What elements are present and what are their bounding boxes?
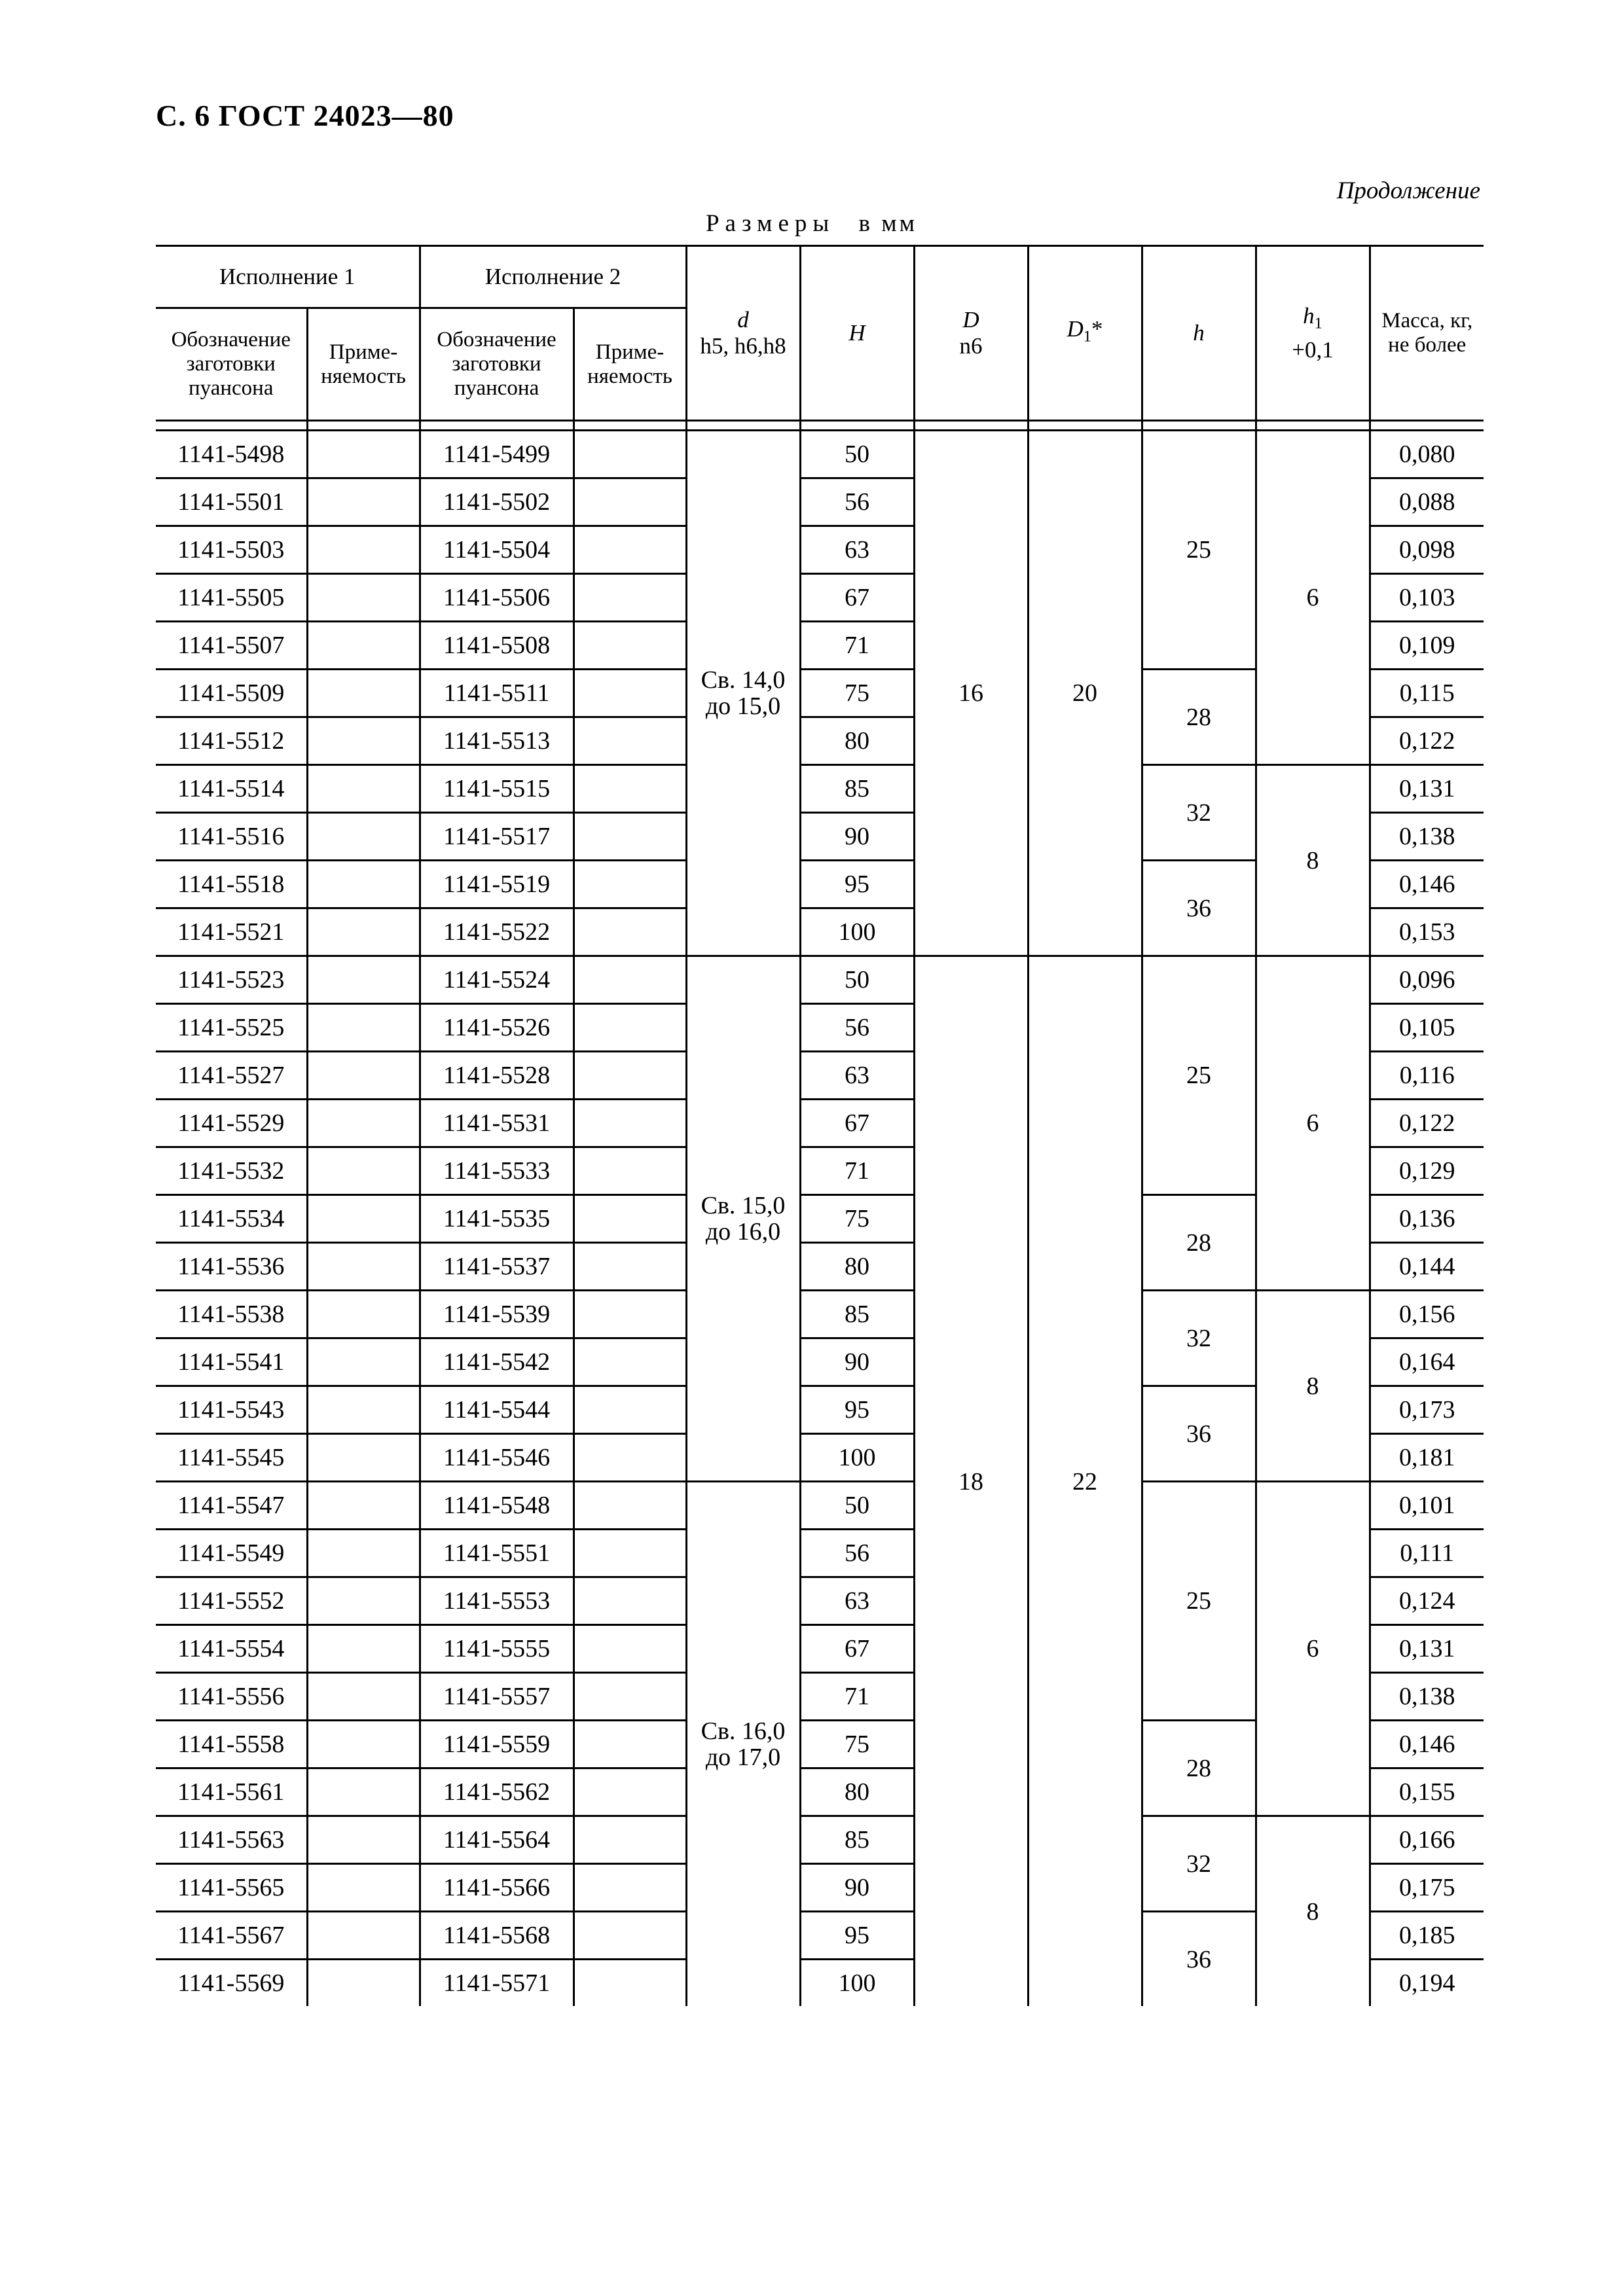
code-ispolnenie-2: 1141-5508 (420, 622, 574, 670)
applicability-2 (574, 1768, 686, 1816)
mass-value: 0,164 (1370, 1338, 1484, 1386)
header-gap-row (156, 421, 1484, 431)
applicability-2 (574, 1052, 686, 1100)
applicability-1 (307, 1721, 420, 1768)
code-ispolnenie-1: 1141-5525 (156, 1004, 307, 1052)
applicability-1 (307, 1960, 420, 2007)
h-value: 28 (1142, 1721, 1256, 1816)
code-ispolnenie-1: 1141-5543 (156, 1386, 307, 1434)
code-ispolnenie-1: 1141-5516 (156, 813, 307, 861)
code-ispolnenie-1: 1141-5532 (156, 1147, 307, 1195)
code-ispolnenie-1: 1141-5556 (156, 1673, 307, 1721)
d-range-to: до 17,0 (705, 1744, 781, 1771)
applicability-1 (307, 1577, 420, 1625)
mass-value: 0,146 (1370, 1721, 1484, 1768)
applicability-2 (574, 478, 686, 526)
code-ispolnenie-1: 1141-5565 (156, 1864, 307, 1912)
code-ispolnenie-1: 1141-5527 (156, 1052, 307, 1100)
mass-value: 0,153 (1370, 908, 1484, 956)
code-ispolnenie-2: 1141-5513 (420, 717, 574, 765)
code-ispolnenie-1: 1141-5554 (156, 1625, 307, 1673)
code-ispolnenie-1: 1141-5567 (156, 1912, 307, 1960)
H-value: 63 (800, 1577, 914, 1625)
col-h1-tolerance: +0,1 (1292, 336, 1334, 363)
code-ispolnenie-2: 1141-5551 (420, 1530, 574, 1577)
code-ispolnenie-2: 1141-5528 (420, 1052, 574, 1100)
h1-value: 8 (1256, 765, 1370, 956)
page-header: С. 6 ГОСТ 24023—80 (156, 99, 454, 132)
applicability-1 (307, 1004, 420, 1052)
table-row (156, 765, 1484, 813)
col-primenyaemost-2: Приме- няемость (574, 308, 686, 421)
applicability-2 (574, 1912, 686, 1960)
code-ispolnenie-2: 1141-5502 (420, 478, 574, 526)
units-caption (0, 209, 1623, 238)
table-row (156, 1291, 1484, 1338)
applicability-1 (307, 1243, 420, 1291)
applicability-2 (574, 1625, 686, 1673)
col-h1 (1256, 246, 1370, 421)
code-ispolnenie-1: 1141-5552 (156, 1577, 307, 1625)
H-value: 100 (800, 1960, 914, 2007)
applicability-2 (574, 1386, 686, 1434)
mass-value: 0,101 (1370, 1482, 1484, 1530)
code-ispolnenie-2: 1141-5526 (420, 1004, 574, 1052)
col-D-symbol: D (962, 307, 979, 332)
h1-value: 8 (1256, 1291, 1370, 1482)
H-value: 95 (800, 861, 914, 908)
applicability-2 (574, 1291, 686, 1338)
applicability-1 (307, 1768, 420, 1816)
H-value: 90 (800, 813, 914, 861)
mass-value: 0,136 (1370, 1195, 1484, 1243)
H-value: 100 (800, 1434, 914, 1482)
mass-value: 0,111 (1370, 1530, 1484, 1577)
units-label: Размеры (705, 210, 835, 237)
mass-value: 0,122 (1370, 717, 1484, 765)
applicability-2 (574, 765, 686, 813)
H-value: 80 (800, 1768, 914, 1816)
mass-value: 0,122 (1370, 1100, 1484, 1147)
code-ispolnenie-1: 1141-5503 (156, 526, 307, 574)
code-ispolnenie-1: 1141-5512 (156, 717, 307, 765)
mass-value: 0,096 (1370, 956, 1484, 1004)
code-ispolnenie-1: 1141-5501 (156, 478, 307, 526)
code-ispolnenie-2: 1141-5517 (420, 813, 574, 861)
d-range-from: Св. 16,0 (701, 1717, 786, 1745)
mass-value: 0,194 (1370, 1960, 1484, 2007)
code-ispolnenie-1: 1141-5509 (156, 670, 307, 717)
d-range (686, 956, 800, 1482)
h-value: 32 (1142, 1816, 1256, 1912)
applicability-2 (574, 1338, 686, 1386)
code-ispolnenie-1: 1141-5523 (156, 956, 307, 1004)
applicability-2 (574, 1577, 686, 1625)
H-value: 67 (800, 1100, 914, 1147)
applicability-1 (307, 1195, 420, 1243)
d-range (686, 1482, 800, 2007)
mass-value: 0,131 (1370, 1625, 1484, 1673)
applicability-2 (574, 670, 686, 717)
D-value: 16 (914, 431, 1028, 956)
applicability-1 (307, 670, 420, 717)
col-ispolnenie-2: Исполнение 2 (420, 246, 686, 308)
code-ispolnenie-2: 1141-5542 (420, 1338, 574, 1386)
code-ispolnenie-2: 1141-5544 (420, 1386, 574, 1434)
mass-value: 0,109 (1370, 622, 1484, 670)
applicability-2 (574, 1243, 686, 1291)
applicability-1 (307, 1912, 420, 1960)
applicability-1 (307, 1530, 420, 1577)
table-row (156, 1816, 1484, 1864)
d-range-from: Св. 15,0 (701, 1192, 786, 1219)
table-row (156, 431, 1484, 478)
applicability-2 (574, 1195, 686, 1243)
table-row (156, 956, 1484, 1004)
code-ispolnenie-2: 1141-5559 (420, 1721, 574, 1768)
D1-value: 20 (1028, 431, 1142, 956)
code-ispolnenie-2: 1141-5555 (420, 1625, 574, 1673)
H-value: 85 (800, 765, 914, 813)
code-ispolnenie-1: 1141-5545 (156, 1434, 307, 1482)
col-h1-symbol: h (1303, 303, 1315, 329)
applicability-2 (574, 861, 686, 908)
applicability-2 (574, 1482, 686, 1530)
applicability-1 (307, 622, 420, 670)
code-ispolnenie-2: 1141-5531 (420, 1100, 574, 1147)
mass-value: 0,103 (1370, 574, 1484, 622)
applicability-2 (574, 1004, 686, 1052)
code-ispolnenie-1: 1141-5534 (156, 1195, 307, 1243)
code-ispolnenie-1: 1141-5536 (156, 1243, 307, 1291)
applicability-2 (574, 813, 686, 861)
mass-value: 0,138 (1370, 1673, 1484, 1721)
H-value: 85 (800, 1291, 914, 1338)
applicability-1 (307, 1338, 420, 1386)
mass-value: 0,181 (1370, 1434, 1484, 1482)
applicability-1 (307, 908, 420, 956)
code-ispolnenie-2: 1141-5519 (420, 861, 574, 908)
applicability-1 (307, 861, 420, 908)
mass-value: 0,088 (1370, 478, 1484, 526)
code-ispolnenie-1: 1141-5538 (156, 1291, 307, 1338)
code-ispolnenie-2: 1141-5533 (420, 1147, 574, 1195)
h-value: 36 (1142, 1386, 1256, 1482)
applicability-2 (574, 1864, 686, 1912)
mass-value: 0,098 (1370, 526, 1484, 574)
col-d-tolerance: h5, h6,h8 (700, 333, 786, 359)
H-value: 100 (800, 908, 914, 956)
d-range-to: до 15,0 (705, 692, 781, 720)
col-primenyaemost-1: Приме- няемость (307, 308, 420, 421)
code-ispolnenie-1: 1141-5547 (156, 1482, 307, 1530)
table-row (156, 1482, 1484, 1530)
mass-value: 0,175 (1370, 1864, 1484, 1912)
applicability-2 (574, 1530, 686, 1577)
mass-value: 0,131 (1370, 765, 1484, 813)
mass-value: 0,129 (1370, 1147, 1484, 1195)
H-value: 63 (800, 526, 914, 574)
applicability-1 (307, 956, 420, 1004)
applicability-2 (574, 908, 686, 956)
col-mass: Масса, кг, не более (1370, 246, 1484, 421)
mass-value: 0,144 (1370, 1243, 1484, 1291)
code-ispolnenie-1: 1141-5541 (156, 1338, 307, 1386)
code-ispolnenie-2: 1141-5548 (420, 1482, 574, 1530)
mass-value: 0,116 (1370, 1052, 1484, 1100)
col-h1-subscript: 1 (1314, 314, 1322, 332)
h-value: 36 (1142, 861, 1256, 956)
mass-value: 0,138 (1370, 813, 1484, 861)
h-value: 28 (1142, 1195, 1256, 1291)
code-ispolnenie-1: 1141-5507 (156, 622, 307, 670)
mass-value: 0,166 (1370, 1816, 1484, 1864)
H-value: 80 (800, 717, 914, 765)
applicability-1 (307, 765, 420, 813)
col-oboznachenie-1: Обозначение заготовки пуансона (156, 308, 307, 421)
col-H (800, 246, 914, 421)
H-value: 71 (800, 1147, 914, 1195)
col-oboznachenie-2: Обозначение заготовки пуансона (420, 308, 574, 421)
code-ispolnenie-2: 1141-5537 (420, 1243, 574, 1291)
h-value: 25 (1142, 956, 1256, 1195)
applicability-1 (307, 1816, 420, 1864)
code-ispolnenie-2: 1141-5546 (420, 1434, 574, 1482)
col-d-symbol: d (737, 307, 749, 332)
code-ispolnenie-2: 1141-5568 (420, 1912, 574, 1960)
H-value: 95 (800, 1386, 914, 1434)
applicability-1 (307, 1482, 420, 1530)
code-ispolnenie-2: 1141-5557 (420, 1673, 574, 1721)
applicability-1 (307, 1864, 420, 1912)
continuation-label: Продолжение (1336, 177, 1480, 204)
D-value: 18 (914, 956, 1028, 2007)
code-ispolnenie-1: 1141-5561 (156, 1768, 307, 1816)
code-ispolnenie-2: 1141-5504 (420, 526, 574, 574)
code-ispolnenie-2: 1141-5535 (420, 1195, 574, 1243)
code-ispolnenie-2: 1141-5571 (420, 1960, 574, 2007)
col-h (1142, 246, 1256, 421)
code-ispolnenie-1: 1141-5505 (156, 574, 307, 622)
applicability-2 (574, 431, 686, 478)
code-ispolnenie-2: 1141-5564 (420, 1816, 574, 1864)
d-range-to: до 16,0 (705, 1218, 781, 1246)
d-range (686, 431, 800, 956)
code-ispolnenie-2: 1141-5524 (420, 956, 574, 1004)
col-H-symbol: H (848, 320, 866, 346)
mass-value: 0,155 (1370, 1768, 1484, 1816)
h1-value: 8 (1256, 1816, 1370, 2007)
H-value: 50 (800, 956, 914, 1004)
code-ispolnenie-2: 1141-5515 (420, 765, 574, 813)
H-value: 50 (800, 431, 914, 478)
applicability-2 (574, 717, 686, 765)
d-range-from: Св. 14,0 (701, 666, 786, 694)
applicability-2 (574, 526, 686, 574)
applicability-2 (574, 956, 686, 1004)
mass-value: 0,124 (1370, 1577, 1484, 1625)
mass-value: 0,146 (1370, 861, 1484, 908)
H-value: 71 (800, 1673, 914, 1721)
applicability-1 (307, 1625, 420, 1673)
code-ispolnenie-1: 1141-5498 (156, 431, 307, 478)
dimensions-table (156, 245, 1484, 2006)
col-D1-star: * (1091, 316, 1103, 342)
code-ispolnenie-1: 1141-5521 (156, 908, 307, 956)
h1-value: 6 (1256, 431, 1370, 765)
h-value: 25 (1142, 1482, 1256, 1721)
col-ispolnenie-1: Исполнение 1 (156, 246, 420, 308)
applicability-1 (307, 431, 420, 478)
code-ispolnenie-1: 1141-5529 (156, 1100, 307, 1147)
applicability-1 (307, 1052, 420, 1100)
applicability-1 (307, 717, 420, 765)
applicability-1 (307, 1100, 420, 1147)
mass-value: 0,173 (1370, 1386, 1484, 1434)
H-value: 67 (800, 1625, 914, 1673)
h1-value: 6 (1256, 1482, 1370, 1816)
applicability-1 (307, 813, 420, 861)
applicability-2 (574, 622, 686, 670)
col-D1-symbol: D (1067, 316, 1084, 342)
applicability-1 (307, 1386, 420, 1434)
mass-value: 0,185 (1370, 1912, 1484, 1960)
col-D (914, 246, 1028, 421)
col-d (686, 246, 800, 421)
code-ispolnenie-2: 1141-5522 (420, 908, 574, 956)
code-ispolnenie-1: 1141-5549 (156, 1530, 307, 1577)
code-ispolnenie-2: 1141-5562 (420, 1768, 574, 1816)
units-value: в мм (858, 210, 918, 237)
mass-value: 0,156 (1370, 1291, 1484, 1338)
applicability-2 (574, 1673, 686, 1721)
h-value: 32 (1142, 765, 1256, 861)
D1-value: 22 (1028, 956, 1142, 2007)
code-ispolnenie-2: 1141-5539 (420, 1291, 574, 1338)
H-value: 63 (800, 1052, 914, 1100)
H-value: 90 (800, 1338, 914, 1386)
code-ispolnenie-2: 1141-5566 (420, 1864, 574, 1912)
H-value: 75 (800, 1195, 914, 1243)
h-value: 36 (1142, 1912, 1256, 2007)
applicability-1 (307, 1673, 420, 1721)
col-D1-subscript: 1 (1083, 327, 1092, 346)
h1-value: 6 (1256, 956, 1370, 1291)
applicability-2 (574, 1100, 686, 1147)
code-ispolnenie-1: 1141-5563 (156, 1816, 307, 1864)
col-h-symbol: h (1193, 320, 1205, 346)
col-D-tolerance: n6 (959, 333, 983, 359)
code-ispolnenie-1: 1141-5569 (156, 1960, 307, 2007)
H-value: 75 (800, 1721, 914, 1768)
h-value: 32 (1142, 1291, 1256, 1386)
mass-value: 0,115 (1370, 670, 1484, 717)
code-ispolnenie-1: 1141-5558 (156, 1721, 307, 1768)
applicability-1 (307, 526, 420, 574)
H-value: 95 (800, 1912, 914, 1960)
H-value: 85 (800, 1816, 914, 1864)
applicability-2 (574, 574, 686, 622)
h-value: 28 (1142, 670, 1256, 765)
applicability-2 (574, 1147, 686, 1195)
H-value: 56 (800, 478, 914, 526)
H-value: 75 (800, 670, 914, 717)
applicability-1 (307, 478, 420, 526)
H-value: 56 (800, 1530, 914, 1577)
applicability-1 (307, 574, 420, 622)
code-ispolnenie-2: 1141-5499 (420, 431, 574, 478)
code-ispolnenie-1: 1141-5518 (156, 861, 307, 908)
applicability-1 (307, 1434, 420, 1482)
H-value: 80 (800, 1243, 914, 1291)
table-body (156, 431, 1484, 2007)
mass-value: 0,105 (1370, 1004, 1484, 1052)
H-value: 71 (800, 622, 914, 670)
code-ispolnenie-2: 1141-5553 (420, 1577, 574, 1625)
mass-value: 0,080 (1370, 431, 1484, 478)
applicability-2 (574, 1721, 686, 1768)
applicability-1 (307, 1291, 420, 1338)
col-D1 (1028, 246, 1142, 421)
code-ispolnenie-1: 1141-5514 (156, 765, 307, 813)
applicability-2 (574, 1816, 686, 1864)
h-value: 25 (1142, 431, 1256, 670)
H-value: 56 (800, 1004, 914, 1052)
applicability-2 (574, 1960, 686, 2007)
H-value: 50 (800, 1482, 914, 1530)
H-value: 67 (800, 574, 914, 622)
H-value: 90 (800, 1864, 914, 1912)
code-ispolnenie-2: 1141-5506 (420, 574, 574, 622)
applicability-2 (574, 1434, 686, 1482)
applicability-1 (307, 1147, 420, 1195)
code-ispolnenie-2: 1141-5511 (420, 670, 574, 717)
